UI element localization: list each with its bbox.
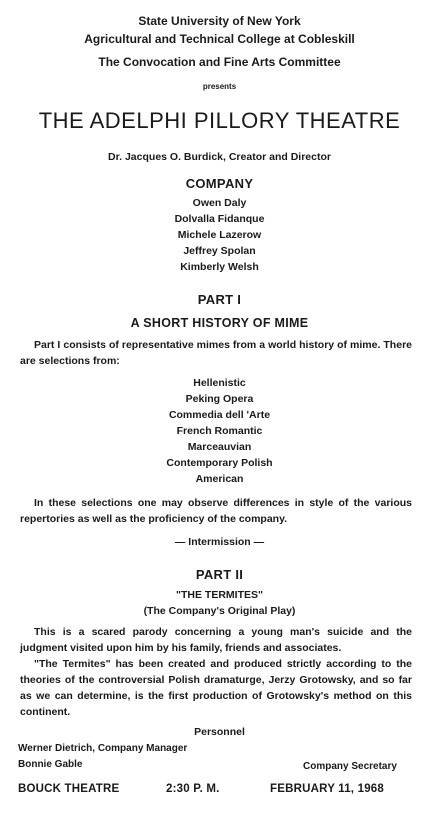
footer-date: FEBRUARY 11, 1968 (270, 783, 384, 795)
company-member: Dolvalla Fidanque (174, 213, 265, 225)
selection-item: Marceauvian (187, 441, 252, 453)
play-subtitle: (The Company's Original Play) (143, 605, 296, 617)
part2-description: This is a scared parody concerning a young man's suicide and the judgment visited upon him by his family, friends and associates. "The Termites" has been created and produced strictly according to the theories of the controversial Polish dramaturge, Jerzy Grotowsky, and so far as we can determine, is the first production of Grotowsky's method on this continent. (20, 626, 412, 718)
personnel-heading: Personnel (194, 726, 245, 738)
part1-subtitle: A SHORT HISTORY OF MIME (130, 316, 309, 330)
part1-heading: PART I (197, 292, 242, 307)
main-title: THE ADELPHI PILLORY THEATRE (38, 108, 401, 133)
selection-item: Peking Opera (185, 393, 254, 405)
part1-intro: Part I consists of representative mimes from a world history of mime. There are selections from: (20, 339, 412, 367)
company-member: Kimberly Welsh (180, 261, 259, 273)
selection-item: Commedia dell 'Arte (168, 409, 271, 421)
part2-heading: PART II (195, 567, 244, 582)
company-member: Michele Lazerow (177, 229, 262, 241)
selection-item: American (195, 473, 244, 485)
secretary-title: Company Secretary (303, 761, 397, 772)
header-committee: The Convocation and Fine Arts Committee (98, 55, 341, 69)
play-title: "THE TERMITES" (176, 589, 263, 601)
part1-closing: In these selections one may observe differences in style of the various repertories as well as the proficiency of the company. (20, 497, 412, 525)
selection-item: Hellenistic (193, 377, 246, 389)
company-member: Owen Daly (192, 197, 247, 209)
company-heading: COMPANY (185, 176, 254, 191)
header-college: Agricultural and Technical College at Cobleskill (84, 32, 355, 46)
selection-item: Contemporary Polish (166, 457, 273, 469)
company-manager: Werner Dietrich, Company Manager (18, 743, 188, 754)
secretary-name: Bonnie Gable (18, 759, 83, 770)
footer-time: 2:30 P. M. (166, 783, 220, 795)
selection-item: French Romantic (176, 425, 263, 437)
intermission: — Intermission — (174, 536, 265, 548)
company-member: Jeffrey Spolan (183, 245, 256, 257)
director-credit: Dr. Jacques O. Burdick, Creator and Director (108, 151, 331, 163)
header-presents: presents (202, 82, 237, 91)
footer-venue: BOUCK THEATRE (18, 783, 120, 795)
header-university: State University of New York (138, 14, 301, 28)
